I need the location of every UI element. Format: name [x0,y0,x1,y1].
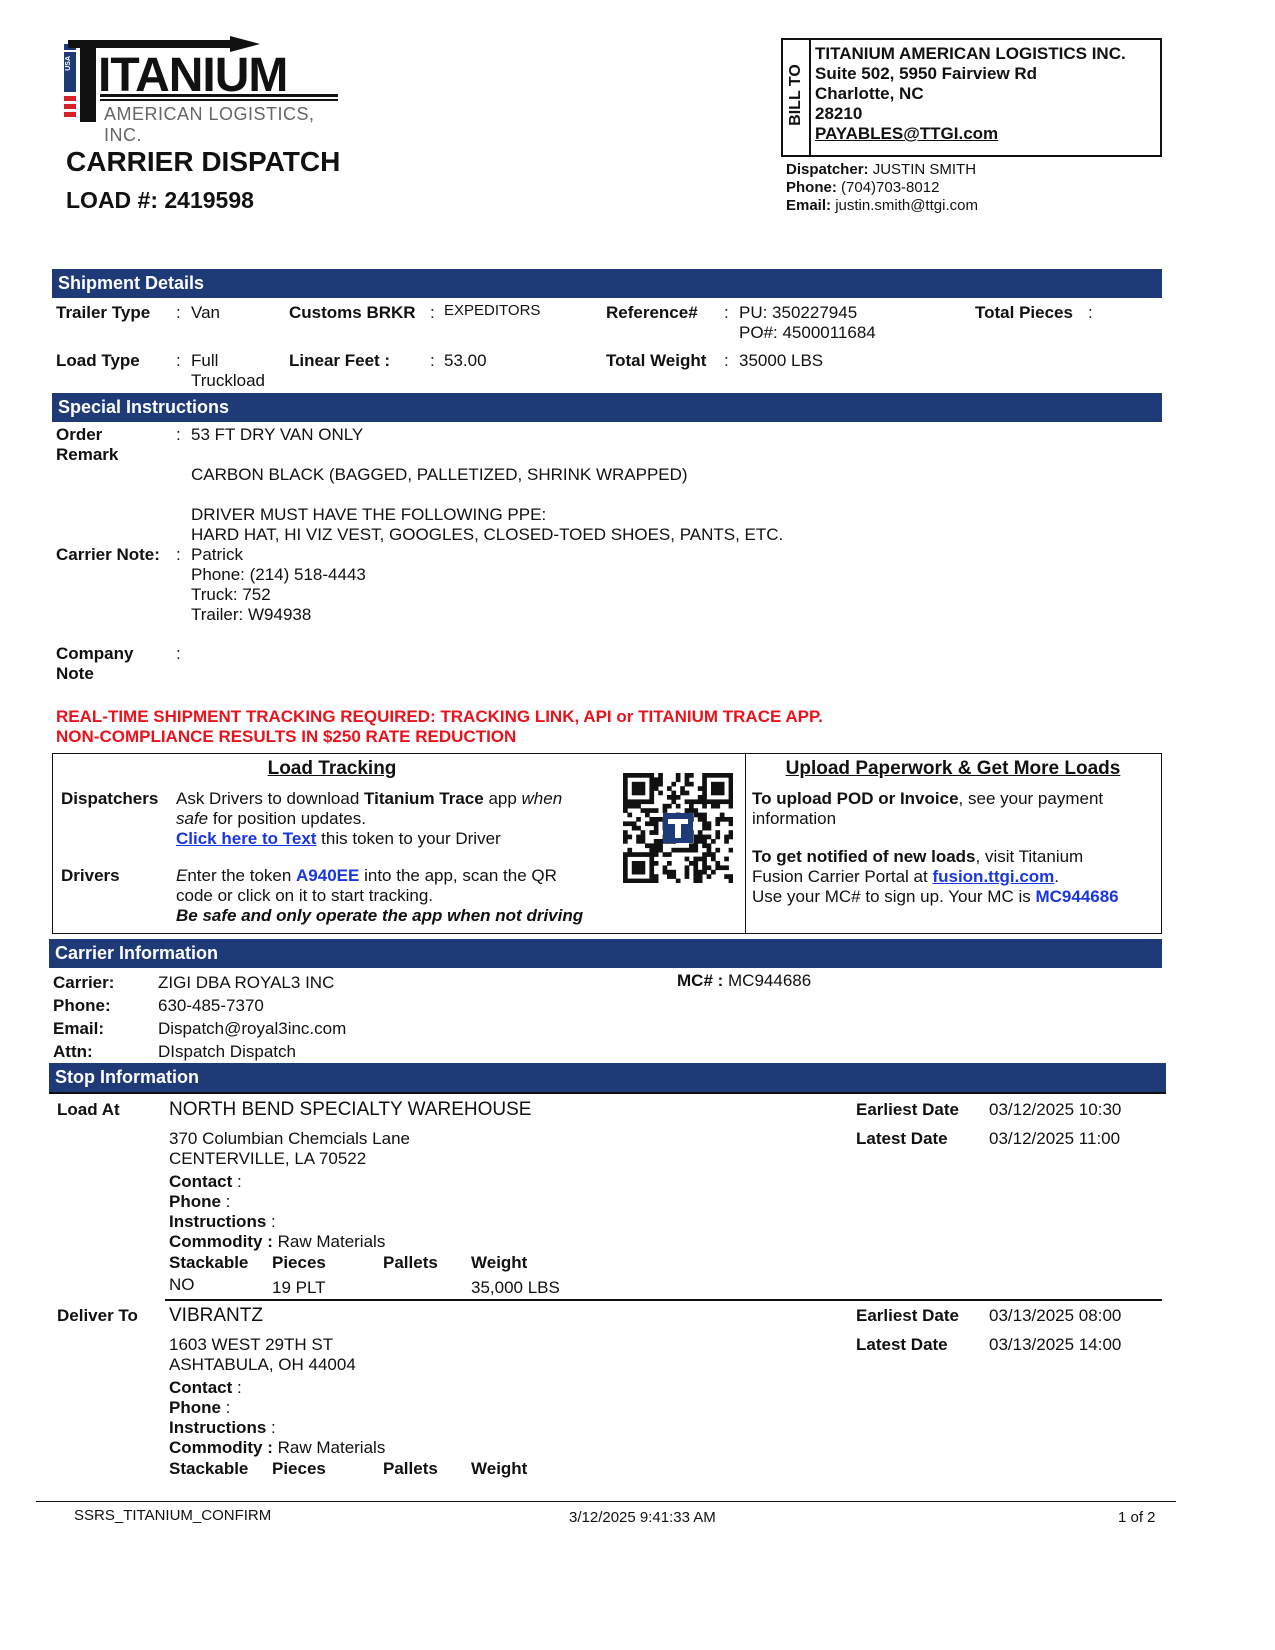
carrier-label: Carrier: [53,973,115,992]
footer-timestamp: 3/12/2025 9:41:33 AM [569,1509,716,1526]
carrier-email[interactable]: Dispatch@royal3inc.com [158,1019,347,1038]
upload-text: To upload POD or Invoice, see your payment information To get notified of new loads, visit Titanium Fusion Carrier Portal at fusion.ttgi.com. Use your MC# to sign up. Your MC is MC944686 [752,789,1119,906]
load-at-stackable: NO [169,1275,195,1294]
deliver-to-earliest-label: Earliest Date [856,1306,959,1325]
deliver-to-latest: 03/13/2025 14:00 [989,1335,1122,1354]
carrier-phone-label: Phone: [53,996,111,1015]
reference-pu: PU: 350227945 [739,303,858,322]
load-at-earliest-label: Earliest Date [856,1100,959,1119]
deliver-to-details: Contact : Phone : Instructions : Commodity : Raw Materials [169,1378,386,1457]
logo-tagline: AMERICAN LOGISTICS, INC. [104,104,315,145]
footer-report-name: SSRS_TITANIUM_CONFIRM [74,1507,272,1524]
carrier-name: ZIGI DBA ROYAL3 INC [158,973,335,992]
dispatchers-text: Ask Drivers to download Titanium Trace app when safe for position updates. Click here to Text this token to your Driver [176,789,563,848]
bill-to-city: Charlotte, NC [815,84,924,103]
dispatcher-info [786,161,978,215]
linear-feet-value: 53.00 [444,351,487,370]
upload-mc-number: MC944686 [1035,887,1119,906]
dispatchers-label: Dispatchers [61,789,159,808]
reference-po: PO#: 4500011684 [739,323,876,342]
load-number-label: LOAD #: [66,187,158,213]
carrier-attn: DIspatch Dispatch [158,1042,296,1061]
bill-to-box [781,38,1162,157]
dispatcher-label: Dispatcher: [786,161,869,178]
click-to-text-link[interactable]: Click here to Text [176,829,317,848]
deliver-to-address: 1603 WEST 29TH ST ASHTABULA, OH 44004 [169,1335,356,1374]
dispatcher-name: JUSTIN SMITH [872,161,977,178]
footer-page-number: 1 of 2 [1118,1509,1156,1526]
carrier-note-text: Patrick Phone: (214) 518-4443 Truck: 752 Trailer: W94938 [191,545,366,624]
page-title: CARRIER DISPATCH [66,146,341,177]
carrier-attn-label: Attn: [53,1042,93,1061]
drivers-text: Enter the token A940EE into the app, scan the QR code or click on it to start tracking. Be safe and only operate the app when not driving [176,866,584,925]
carrier-mc: MC# : MC944686 [677,971,812,990]
order-remark-label: Order Remark [56,425,119,464]
deliver-to-earliest: 03/13/2025 08:00 [989,1306,1122,1325]
dispatcher-email[interactable]: justin.smith@ttgi.com [835,197,978,214]
reference-label: Reference# [606,303,698,322]
load-at-address: 370 Columbian Chemcials Lane CENTERVILLE, LA 70522 [169,1129,410,1168]
fusion-portal-link[interactable]: fusion.ttgi.com [932,867,1055,886]
deliver-to-name: VIBRANTZ [169,1305,263,1326]
total-weight-label: Total Weight [606,351,707,370]
special-instructions-header: Special Instructions [52,393,1162,422]
carrier-note-label: Carrier Note: [56,545,160,564]
shipment-details-header: Shipment Details [52,269,1162,298]
load-at-latest-label: Latest Date [856,1129,948,1148]
load-tracking-title: Load Tracking [267,758,397,779]
load-at-commodity: Raw Materials [277,1232,386,1251]
carrier-email-label: Email: [53,1019,105,1038]
bill-to-address: Suite 502, 5950 Fairview Rd [815,64,1038,83]
drivers-label: Drivers [61,866,120,885]
company-note-label: Company Note [56,644,134,683]
linear-feet-label: Linear Feet : [289,351,391,370]
dispatcher-phone: (704)703-8012 [841,179,940,196]
logo-flag-text: USA [65,56,72,71]
order-remark-text: 53 FT DRY VAN ONLY CARBON BLACK (BAGGED, PALLETIZED, SHRINK WRAPPED) DRIVER MUST HAVE THE FOLLOWING PPE: HARD HAT, HI VIZ VEST, GOOGLES, CLOSED-TOED SHOES, PANTS, ETC. [191,425,784,544]
bill-to-zip: 28210 [815,104,863,123]
stop-info-header: Stop Information [49,1063,1166,1092]
deliver-to-label: Deliver To [57,1306,138,1325]
reference-values [739,303,876,343]
carrier-info [53,971,346,1063]
load-number-line [66,187,254,214]
load-at-latest: 03/12/2025 11:00 [989,1129,1121,1148]
dispatcher-phone-label: Phone: [786,179,837,196]
dispatcher-email-label: Email: [786,197,832,214]
tracking-token: A940EE [296,866,360,885]
bill-to-company: TITANIUM AMERICAN LOGISTICS INC. [815,44,1126,63]
carrier-info-header: Carrier Information [49,939,1162,968]
load-type-label: Load Type [56,351,140,370]
load-at-name: NORTH BEND SPECIALTY WAREHOUSE [169,1099,532,1120]
bill-to-side-label: BILL TO [787,64,804,126]
trailer-type-value: Van [191,303,220,322]
company-logo [64,36,354,145]
bill-to-email[interactable]: PAYABLES@TTGI.com [815,124,999,143]
load-at-label: Load At [57,1100,120,1119]
trailer-type-label: Trailer Type [56,303,151,322]
qr-code[interactable] [623,773,733,883]
load-at-earliest: 03/12/2025 10:30 [989,1100,1122,1119]
total-pieces-label: Total Pieces [975,303,1073,322]
load-number: 2419598 [164,187,254,213]
upload-title: Upload Paperwork & Get More Loads [785,758,1121,779]
load-at-pieces: 19 PLT [272,1278,326,1297]
customs-broker-label: Customs BRKR [289,303,416,322]
deliver-to-commodity: Raw Materials [277,1438,386,1457]
load-at-weight: 35,000 LBS [471,1278,560,1297]
logo-word: ITANIUM [98,49,288,102]
carrier-phone: 630-485-7370 [158,996,264,1015]
customs-broker-value: EXPEDITORS [444,302,541,319]
total-weight-value: 35000 LBS [739,351,824,370]
deliver-to-latest-label: Latest Date [856,1335,948,1354]
load-at-details: Contact : Phone : Instructions : Commodity : Raw Materials [169,1172,386,1251]
load-type-value: Full Truckload [191,351,266,390]
tracking-warning: REAL-TIME SHIPMENT TRACKING REQUIRED: TRACKING LINK, API or TITANIUM TRACE APP. NON-COMPLIANCE RESULTS IN $250 RATE REDUCTION [56,707,823,746]
